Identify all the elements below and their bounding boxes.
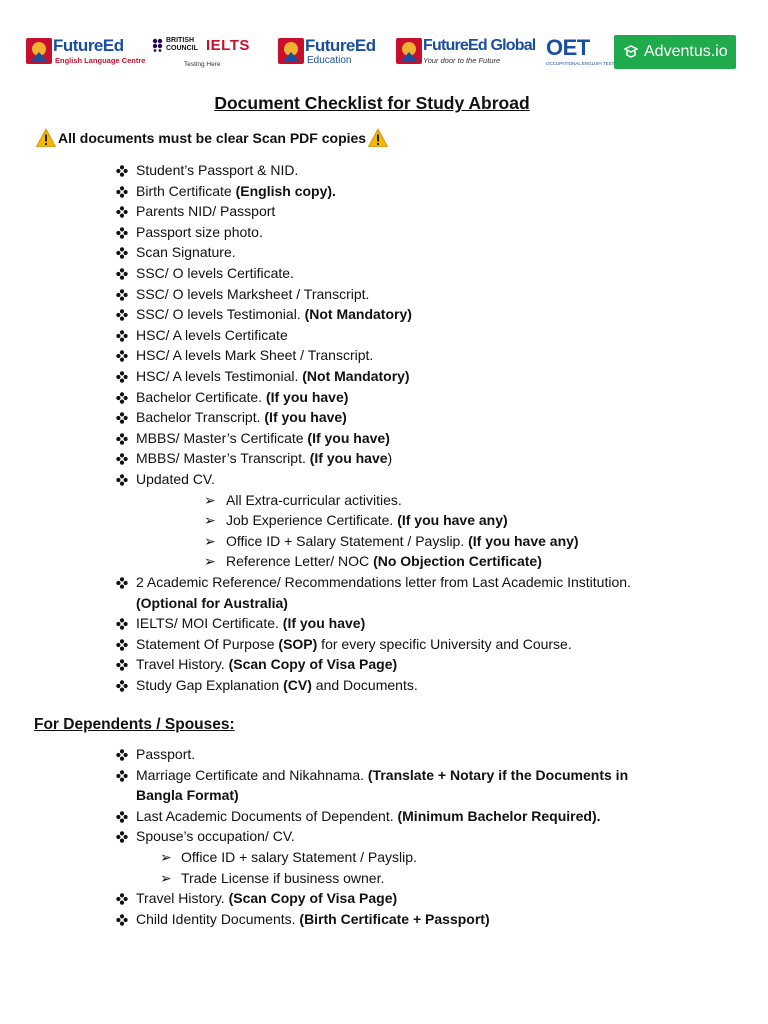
oet-logo (546, 34, 615, 74)
item-text: Travel History. (136, 890, 229, 907)
list-item (136, 160, 298, 180)
item-note: (Minimum Bachelor Required). (397, 807, 601, 824)
list-item-continuation (136, 593, 288, 613)
list-item (136, 201, 275, 221)
diamond-bullet-icon (116, 830, 128, 842)
item-note: (If you have) (265, 388, 349, 405)
futureed-education-logo (278, 34, 378, 74)
diamond-bullet-icon (116, 288, 128, 300)
item-note: (If you have any) (397, 512, 508, 529)
diamond-bullet-icon (116, 267, 128, 279)
item-note: (No Objection Certificate) (373, 553, 542, 570)
list-item (136, 765, 628, 785)
diamond-bullet-icon (116, 308, 128, 320)
arrow-bullet-icon: ➢ (204, 532, 216, 549)
item-text: Last Academic Documents of Dependent. (136, 807, 398, 824)
notice-line (34, 128, 390, 148)
diamond-bullet-icon (116, 391, 128, 403)
item-text: IELTS/ MOI Certificate. (136, 615, 283, 632)
sub-list-item (226, 531, 579, 551)
diamond-bullet-icon (116, 349, 128, 361)
diamond-bullet-icon (116, 679, 128, 691)
notice-text: All documents must be clear Scan PDF copies (58, 130, 367, 146)
logo-name: FutureEd (53, 36, 124, 55)
logo-bar (26, 34, 738, 74)
item-text: Bachelor Transcript. (136, 409, 265, 426)
check-shield-icon (624, 45, 638, 59)
adventus-logo (614, 35, 736, 69)
item-text: All Extra-curricular activities. (226, 491, 402, 508)
list-item (136, 304, 412, 324)
british-council-dots-icon (152, 38, 166, 52)
list-item (136, 181, 336, 201)
futureed-global-logo (396, 34, 536, 74)
diamond-bullet-icon (116, 329, 128, 341)
list-item (136, 888, 397, 908)
list-item (136, 284, 369, 304)
list-item (136, 909, 490, 929)
futureed-emblem-icon (278, 38, 304, 64)
item-text: Birth Certificate (136, 182, 236, 199)
sub-list-item (181, 868, 384, 888)
list-item (136, 826, 295, 846)
arrow-bullet-icon: ➢ (204, 512, 216, 529)
diamond-bullet-icon (116, 411, 128, 423)
item-note: (If you have any) (468, 532, 579, 549)
item-text: MBBS/ Master’s Transcript. (136, 450, 310, 467)
item-note: (Scan Copy of Visa Page) (228, 890, 398, 907)
futureed-emblem-icon (396, 38, 422, 64)
sub-list-item (226, 490, 402, 510)
sub-list-item (226, 510, 508, 530)
logo-name: FutureEd (305, 36, 376, 55)
item-note: (Optional for Australia) (136, 594, 288, 611)
british-council-text: BRITISH COUNCIL (166, 37, 198, 52)
item-text: Study Gap Explanation (136, 677, 284, 693)
item-text: Job Experience Certificate. (226, 512, 398, 529)
item-note: (If you have) (307, 429, 390, 446)
page-title: Document Checklist for Study Abroad (214, 93, 530, 113)
testing-here-text: Testing Here (184, 61, 221, 68)
list-item (136, 428, 390, 448)
sub-list-item (226, 551, 542, 571)
diamond-bullet-icon (116, 452, 128, 464)
item-tail: ) (387, 450, 393, 467)
diamond-bullet-icon (116, 432, 128, 444)
item-note: Bangla Format) (136, 787, 239, 804)
item-note: (Not Mandatory) (304, 306, 412, 323)
diamond-bullet-icon (116, 769, 128, 781)
item-text: SSC/ O levels Certificate. (136, 265, 294, 281)
item-note: (If you have) (282, 615, 366, 632)
item-tail: for every specific University and Course. (317, 635, 572, 652)
warning-icon (368, 128, 388, 148)
item-text: HSC/ A levels Testimonial. (136, 368, 303, 384)
item-note: (Translate + Notary if the Documents in (367, 766, 629, 783)
diamond-bullet-icon (116, 892, 128, 904)
item-text: Travel History. (136, 656, 229, 673)
item-text: Trade License if business owner. (181, 869, 385, 886)
oet-text: OET (546, 35, 590, 60)
diamond-bullet-icon (116, 473, 128, 485)
list-item (136, 407, 347, 427)
arrow-bullet-icon: ➢ (160, 849, 172, 865)
adventus-text: Adventus.io (644, 43, 728, 60)
list-item (136, 387, 348, 407)
warning-icon (36, 128, 56, 148)
list-item (136, 613, 365, 633)
list-item (136, 654, 397, 674)
item-text: Bachelor Certificate. (136, 388, 266, 405)
list-item-continuation (136, 785, 239, 805)
item-note: (SOP) (278, 635, 318, 652)
diamond-bullet-icon (116, 748, 128, 760)
diamond-bullet-icon (116, 226, 128, 238)
diamond-bullet-icon (116, 810, 128, 822)
item-note: (Birth Certificate + Passport) (299, 910, 490, 927)
item-text: Updated CV. (136, 471, 215, 487)
list-item (136, 744, 195, 764)
dependents-heading: For Dependents / Spouses: (34, 716, 235, 733)
item-text: SSC/ O levels Marksheet / Transcript. (136, 285, 370, 302)
item-text: Passport. (136, 746, 196, 762)
item-text: Office ID + Salary Statement / Payslip. (226, 532, 469, 549)
diamond-bullet-icon (116, 913, 128, 925)
item-text: HSC/ A levels Mark Sheet / Transcript. (136, 347, 374, 364)
item-note: (If you have) (264, 409, 347, 426)
item-text: Reference Letter/ NOC (226, 553, 374, 570)
item-text: MBBS/ Master’s Certificate (136, 429, 308, 446)
arrow-bullet-icon: ➢ (204, 553, 216, 570)
arrow-bullet-icon: ➢ (160, 869, 172, 886)
list-item (136, 325, 288, 345)
list-item (136, 634, 572, 654)
item-text: 2 Academic Reference/ Recommendations letter from Last Academic Institution. (136, 574, 631, 590)
item-text: Student’s Passport & NID. (136, 162, 299, 178)
arrow-bullet-icon: ➢ (204, 491, 216, 508)
diamond-bullet-icon (116, 185, 128, 197)
sub-list-item (181, 847, 417, 867)
list-item (136, 469, 215, 489)
list-item (136, 242, 236, 262)
oet-subtitle: OCCUPATIONAL ENGLISH TEST (546, 61, 615, 66)
list-item (136, 806, 601, 826)
item-text: Child Identity Documents. (136, 910, 300, 927)
diamond-bullet-icon (116, 658, 128, 670)
diamond-bullet-icon (116, 164, 128, 176)
list-item (136, 263, 294, 283)
item-note: (Not Mandatory) (302, 368, 410, 384)
item-note: (If you have (309, 450, 388, 467)
item-text: Scan Signature. (136, 244, 236, 261)
logo-name: FutureEd Global (423, 37, 536, 54)
futureed-emblem-icon (26, 38, 52, 64)
item-text: Spouse’s occupation/ CV. (136, 828, 295, 845)
diamond-bullet-icon (116, 370, 128, 382)
diamond-bullet-icon (116, 246, 128, 258)
list-item (136, 448, 392, 468)
ielts-logo (152, 34, 262, 74)
diamond-bullet-icon (116, 576, 128, 588)
item-text: Marriage Certificate and Nikahnama. (136, 766, 368, 783)
item-text: HSC/ A levels Certificate (136, 326, 288, 343)
list-item (136, 345, 373, 365)
list-item (136, 222, 263, 242)
item-note: (English copy). (235, 182, 336, 199)
list-item (136, 366, 410, 386)
diamond-bullet-icon (116, 638, 128, 650)
list-item (136, 572, 631, 592)
logo-subtitle: Education (307, 55, 352, 66)
item-text: Office ID + salary Statement / Payslip. (181, 849, 417, 865)
item-text: Parents NID/ Passport (136, 203, 276, 220)
ielts-text: IELTS (206, 37, 250, 54)
diamond-bullet-icon (116, 617, 128, 629)
diamond-bullet-icon (116, 205, 128, 217)
list-item (136, 675, 418, 695)
item-note: (Scan Copy of Visa Page) (228, 656, 398, 673)
logo-subtitle: Your door to the Future (423, 56, 501, 65)
item-text: SSC/ O levels Testimonial. (136, 306, 305, 323)
item-text: Passport size photo. (136, 223, 263, 240)
item-tail: and Documents. (311, 677, 418, 693)
futureed-elc-logo (26, 34, 146, 74)
item-note: (CV) (283, 677, 312, 693)
logo-subtitle: English Language Centre (55, 56, 146, 65)
item-text: Statement Of Purpose (136, 635, 279, 652)
